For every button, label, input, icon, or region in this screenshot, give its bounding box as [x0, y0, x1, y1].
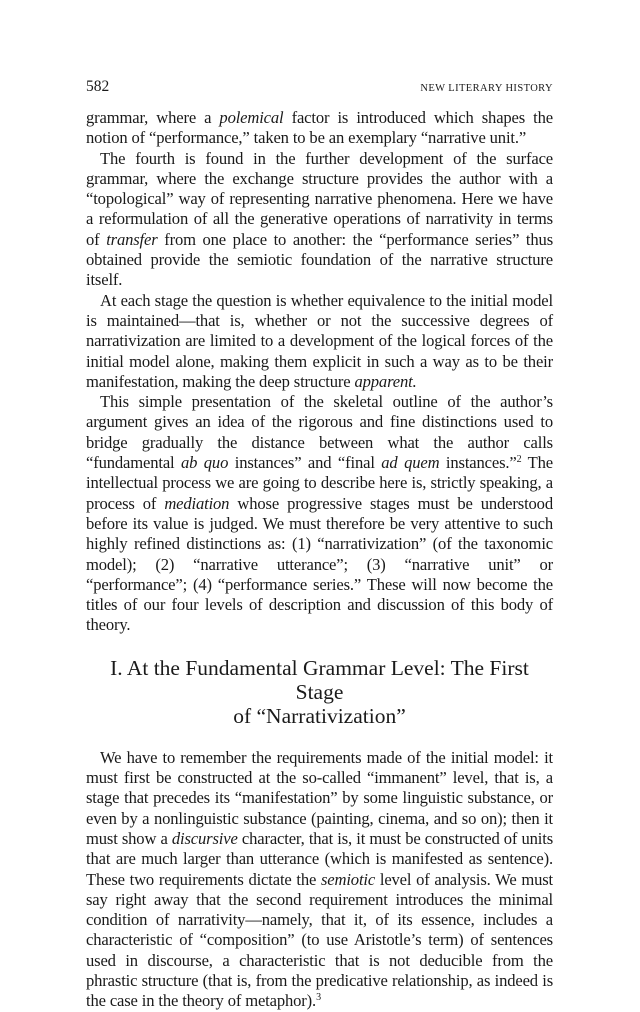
- text-run: level of analysis. We must say right away that the second requirement introduces the minimal condition of narrativity—namely, that it, of its essence, includes a characteristic of “composition” (to use Aristotle’s term) of sentences used in discourse, a characteristic that is not deducible from the phrastic structure (that is, from the predicative relationship, as indeed is the case in the theory of metaphor).: [86, 869, 553, 1011]
- paragraph-1: [86, 108, 553, 149]
- text-run: At each stage the question is whether equivalence to the initial model is maintained—that is, whether or not the successive degrees of narrativization are limited to a development of the logical forces of the initial model alone, making them explicit in such a way as to be their manifestation, making the deep structure: [86, 290, 553, 391]
- paragraph-3: [86, 291, 553, 392]
- italic-run: ab quo: [181, 453, 229, 473]
- text-run: grammar, where a: [86, 108, 220, 127]
- paragraph-5: [86, 748, 553, 1012]
- footnote-ref[interactable]: 2: [516, 454, 522, 466]
- body-text: [86, 108, 553, 1012]
- page-number: 582: [86, 78, 110, 95]
- paragraph-4: [86, 392, 553, 636]
- section-heading-line-1: I. At the Fundamental Grammar Level: The First Stage: [110, 655, 529, 704]
- italic-run: polemical: [219, 108, 284, 127]
- italic-run: apparent.: [354, 371, 417, 391]
- text-run: The fourth is found in the further development of the surface grammar, where the exchange structure provides the author with a “topological” way of representing narrative phenomena. Here we have a reformulation of all the generative operations of narrativity in terms of: [86, 148, 553, 249]
- text-run: factor is introduced which shapes the notion of “performance,” taken to be an exemplary “narrative unit.”: [86, 108, 553, 148]
- italic-run: ad quem: [381, 453, 440, 473]
- paragraph-2: [86, 149, 553, 291]
- footnote-ref[interactable]: 3: [316, 992, 321, 1004]
- italic-run: discursive: [171, 828, 238, 848]
- section-heading: [86, 656, 553, 728]
- section-heading-line-2: of “Narrativization”: [233, 703, 406, 728]
- text-run: character, that is, it must be constructed of units that are much larger than utterance (which is manifested as sentence). These two requirements dictate the: [86, 828, 554, 889]
- text-run: whose progressive stages must be understood before its value is judged. We must therefore be very attentive to such highly refined distinctions as: (1) “narrativization” (of the taxonomic model); (2) “narrative utterance”; (3) “narrative unit” or “performance”; (4) “performance series.” These will now become the titles of our four levels of description and discussion of this body of theory.: [86, 493, 553, 635]
- text-run: The intellectual process we are going to describe here is, strictly speaking, a process of: [86, 453, 554, 513]
- text-run: This simple presentation of the skeletal outline of the author’s argument gives an idea of the rigorous and fine distinctions used to bridge gradually the distance between what the author calls “fundamental: [86, 392, 553, 473]
- text-run: instances.”: [439, 453, 517, 473]
- italic-run: mediation: [164, 493, 230, 513]
- text-run: instances” and “final: [228, 453, 382, 473]
- text-run: We have to remember the requirements made of the initial model: it must first be constructed at the so-called “immanent” level, that is, a stage that precedes its “manifestation” by some linguistic substance, or even by a nonlinguistic substance (painting, cinema, and so on); then it must show a: [86, 747, 553, 848]
- italic-run: transfer: [106, 229, 158, 249]
- book-page: [86, 78, 553, 1012]
- italic-run: semiotic: [320, 869, 376, 889]
- running-head: [86, 78, 553, 102]
- journal-title: NEW LITERARY HISTORY: [420, 83, 553, 94]
- text-run: from one place to another: the “performance series” thus obtained provide the semiotic foundation of the narrative structure itself.: [86, 229, 553, 290]
